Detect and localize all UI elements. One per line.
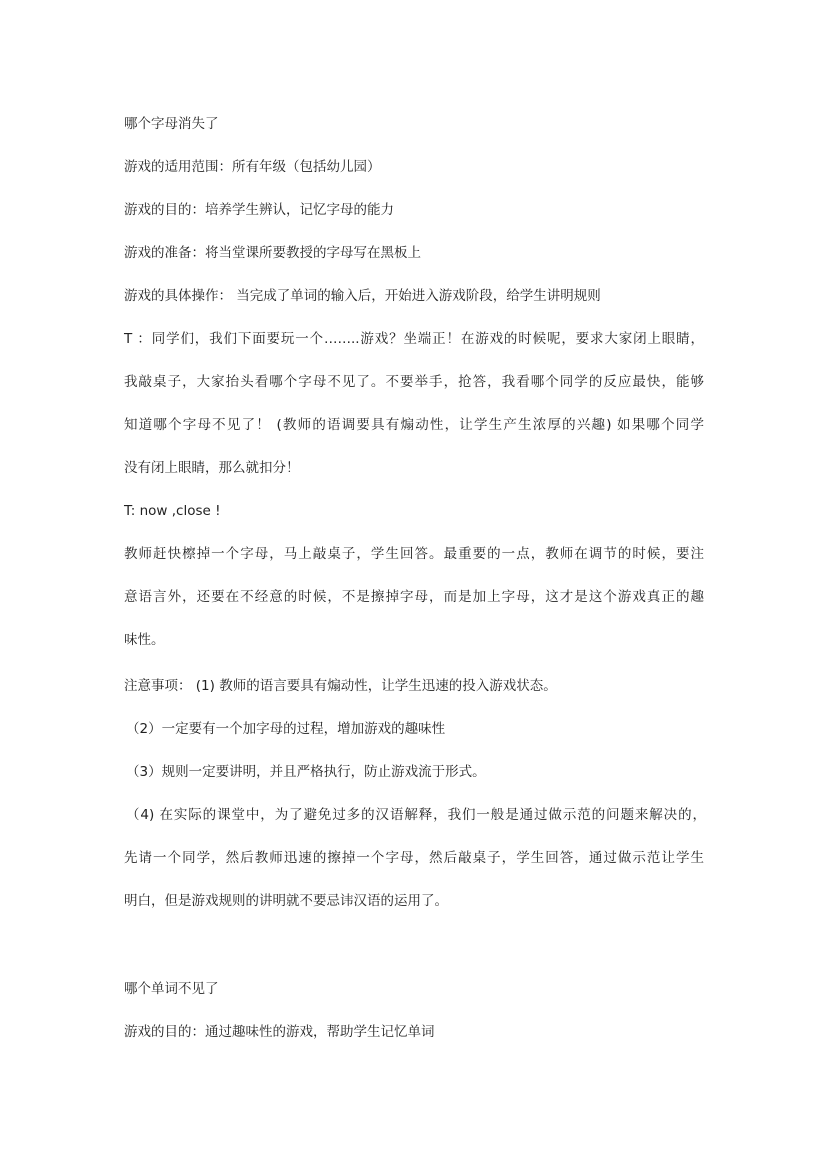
teacher-line-3: 味性。: [124, 632, 165, 648]
dialog-line-3: 知道哪个字母不见了！ (教师的语调要具有煽动性，让学生产生浓厚的兴趣) 如果哪个同学: [124, 417, 704, 433]
section1-scope: 游戏的适用范围：所有年级（包括幼儿园）: [124, 159, 381, 175]
section2-title: 哪个单词不见了: [124, 981, 219, 997]
note-4-line-3: 明白，但是游戏规则的讲明就不要忌讳汉语的运用了。: [124, 893, 448, 909]
dialog-line-2: 我敲桌子，大家抬头看哪个字母不见了。不要举手，抢答，我看哪个同学的反应最快，能够: [124, 374, 704, 390]
note-3: （3）规则一定要讲明，并且严格执行，防止游戏流于形式。: [126, 764, 486, 780]
section1-purpose: 游戏的目的：培养学生辨认，记忆字母的能力: [124, 202, 394, 218]
dialog-line-4: 没有闭上眼睛，那么就扣分！: [124, 460, 300, 476]
dialog-line-1: T ：同学们，我们下面要玩一个……..游戏？坐端正！在游戏的时候呢，要求大家闭上眼睛，: [124, 331, 704, 347]
note-2: （2）一定要有一个加字母的过程，增加游戏的趣味性: [126, 721, 446, 737]
note-4-line-2: 先请一个同学，然后教师迅速的擦掉一个字母，然后敲桌子，学生回答，通过做示范让学生: [124, 850, 704, 866]
command-line: T: now ,close !: [124, 503, 221, 519]
teacher-line-2: 意语言外，还要在不经意的时候，不是擦掉字母，而是加上字母，这才是这个游戏真正的趣: [124, 589, 704, 605]
section1-title: 哪个字母消失了: [124, 116, 219, 132]
teacher-line-1: 教师赶快檫掉一个字母，马上敲桌子，学生回答。最重要的一点，教师在调节的时候，要注: [124, 546, 704, 562]
note-4-line-1: （4) 在实际的课堂中，为了避免过多的汉语解释，我们一般是通过做示范的问题来解决的，: [126, 807, 706, 823]
notes-heading: 注意事项： (1) 教师的语言要具有煽动性，让学生迅速的投入游戏状态。: [124, 678, 557, 694]
section1-operation: 游戏的具体操作： 当完成了单词的输入后，开始进入游戏阶段，给学生讲明规则: [124, 288, 601, 304]
section1-prep: 游戏的准备：将当堂课所要教授的字母写在黑板上: [124, 245, 421, 261]
section2-purpose: 游戏的目的：通过趣味性的游戏，帮助学生记忆单词: [124, 1024, 435, 1040]
